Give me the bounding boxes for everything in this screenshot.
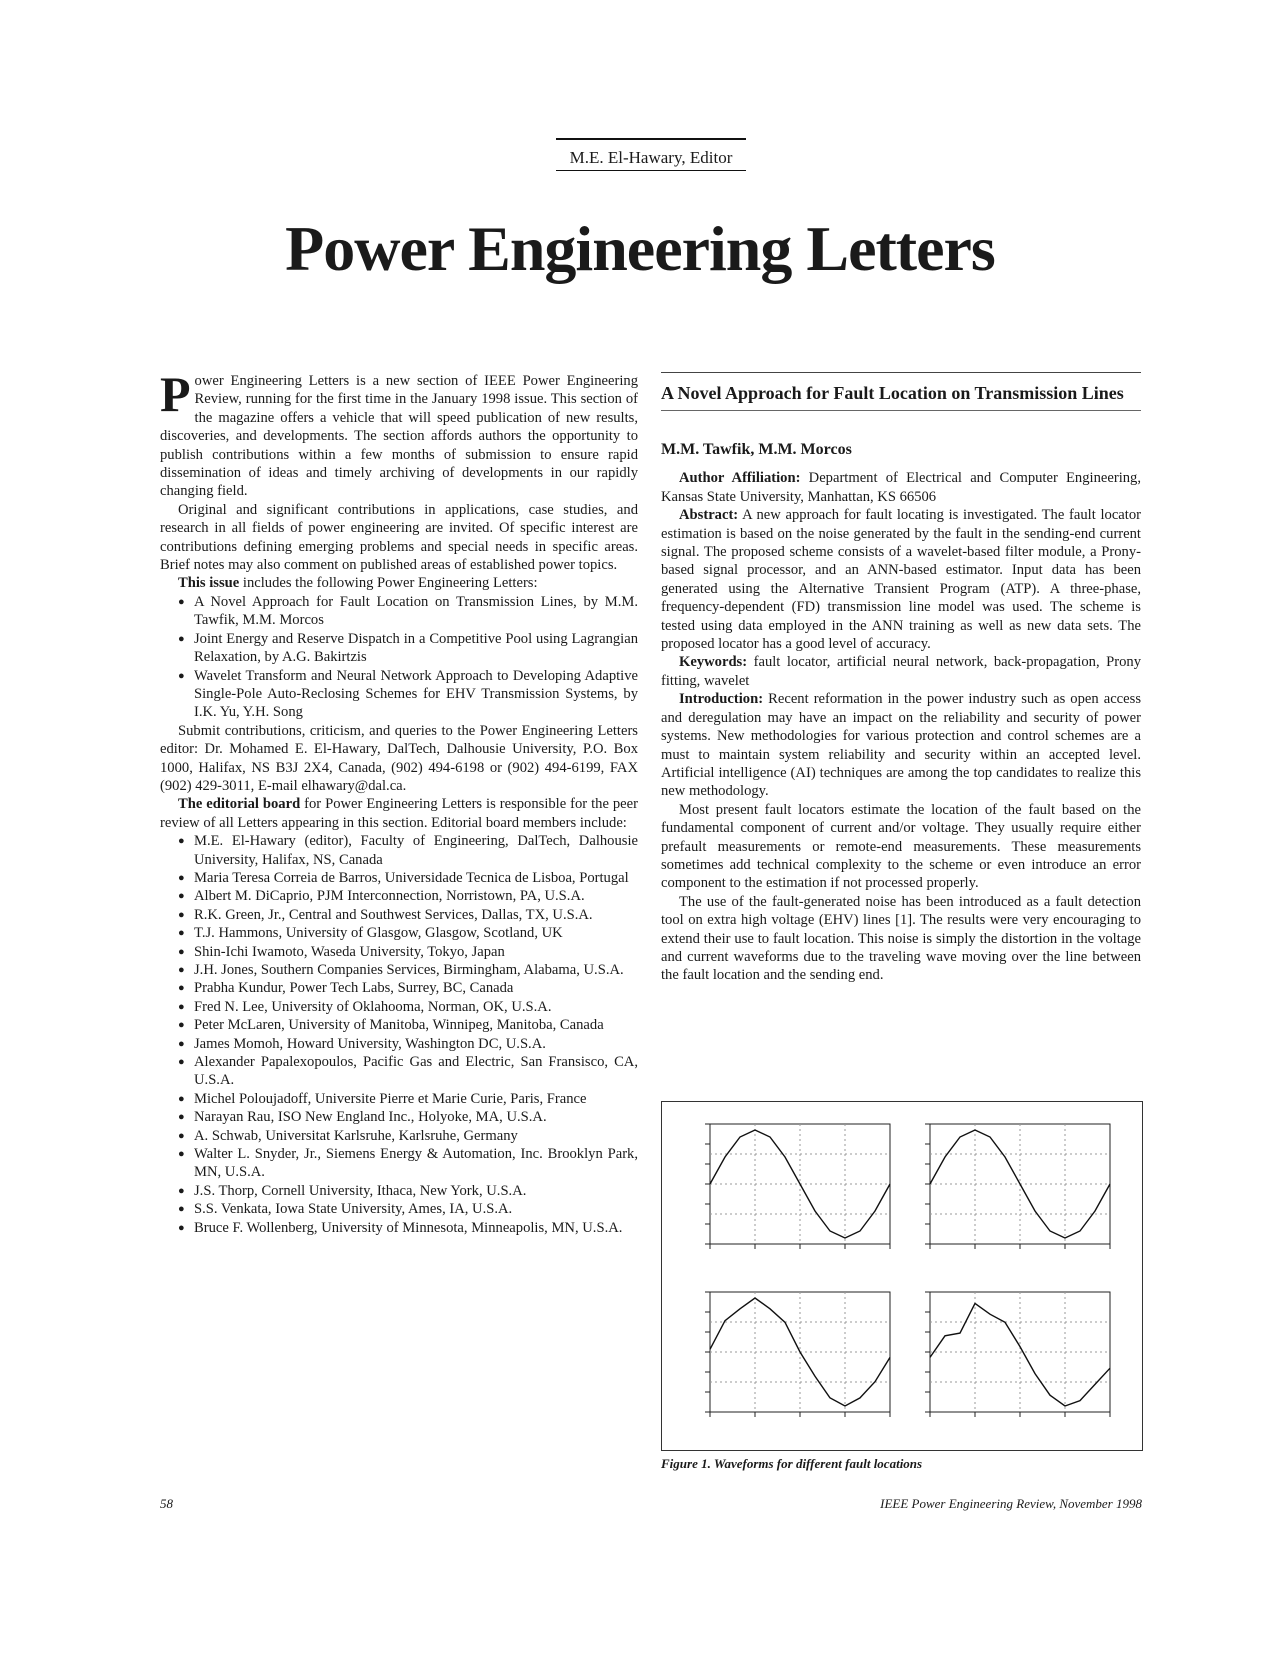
abstract-paragraph: Abstract: A new approach for fault locating is investigated. The fault locator estimation is based on the noise generated by the fault in the sending-end current signal. The proposed scheme consists of a wavelet-based filter module, a Prony-based signal processor, and an ANN-based estimator. Input data has been generated using the Alternative Transient Program (ATP). A three-phase, frequency-dependent (FD) transmission line model was used. The scheme is tested using data employed in the ANN training as well as new data sets. The proposed locator has a good level of accuracy.: [661, 507, 1141, 653]
figure-frame: [661, 1101, 1143, 1451]
introduction-paragraph: Introduction: Recent reformation in the power industry such as open access and deregulation may have an impact on the reliability and security of power systems. New methodologies for various protection and control schemes are a must to maintain system reliability and security within an accepted level. Artificial intelligence (AI) techniques are among the top candidates to realize this new methodology.: [661, 691, 1141, 800]
list-item: ● Shin-Ichi Iwamoto, Waseda University, Tokyo, Japan: [178, 943, 638, 961]
figure-caption: Figure 1. Waveforms for different fault locations: [661, 1456, 923, 1471]
list-item: ● A Novel Approach for Fault Location on Transmission Lines, by M.M. Tawfik, M.M. Morcos: [178, 593, 638, 630]
article-bottom-rule: [661, 410, 1141, 411]
waveform-panel-4: [925, 1292, 1110, 1417]
list-item: ● R.K. Green, Jr., Central and Southwest Services, Dallas, TX, U.S.A.: [178, 906, 638, 924]
list-item: ● Fred N. Lee, University of Oklahooma, Norman, OK, U.S.A.: [178, 998, 638, 1016]
list-item: ● T.J. Hammons, University of Glasgow, Glasgow, Scotland, UK: [178, 924, 638, 942]
waveform-panel-2: [925, 1124, 1110, 1249]
invitation-paragraph: Original and significant contributions in applications, case studies, and research in all fields of power engineering are invited. Of specific interest are contributions defining emerging problems and special needs in specific areas. Brief notes may also comment on published areas of established power topics.: [160, 501, 638, 574]
waveform-panel-1: [705, 1124, 890, 1249]
list-item: ● M.E. El-Hawary (editor), Faculty of Engineering, DalTech, Dalhousie University, Halifax, NS, Canada: [178, 832, 638, 869]
right-column: [661, 372, 1141, 985]
list-item: ● Narayan Rau, ISO New England Inc., Holyoke, MA, U.S.A.: [178, 1108, 638, 1126]
board-list: [178, 832, 638, 1237]
waveform-figure: [662, 1102, 1142, 1450]
editor-underline: [556, 170, 746, 171]
article-authors: M.M. Tawfik, M.M. Morcos: [661, 441, 852, 458]
list-item: ● Wavelet Transform and Neural Network Approach to Developing Adaptive Single-Pole Auto-Reclosing Schemes for EHV Transmission Systems, by I.K. Yu, Y.H. Song: [178, 667, 638, 722]
list-item: ● Maria Teresa Correia de Barros, Universidade Tecnica de Lisboa, Portugal: [178, 869, 638, 887]
article-top-rule: [661, 372, 1141, 373]
waveform-panel-3: [705, 1292, 890, 1417]
page-number: 58: [160, 1496, 173, 1511]
article-title: A Novel Approach for Fault Location on Transmission Lines: [661, 383, 1124, 403]
board-paragraph: The editorial board for Power Engineering Letters is responsible for the peer review of all Letters appearing in this section. Editorial board members include:: [160, 796, 638, 831]
list-item: ● James Momoh, Howard University, Washington DC, U.S.A.: [178, 1035, 638, 1053]
issue-paragraph: This issue includes the following Power Engineering Letters:: [178, 575, 538, 592]
list-item: ● Alexander Papalexopoulos, Pacific Gas and Electric, San Fransisco, CA, U.S.A.: [178, 1053, 638, 1090]
section-title: Power Engineering Letters: [285, 213, 995, 284]
list-item: ● Walter L. Snyder, Jr., Siemens Energy & Automation, Inc. Brooklyn Park, MN, U.S.A.: [178, 1145, 638, 1182]
list-item: ● J.S. Thorp, Cornell University, Ithaca, New York, U.S.A.: [178, 1182, 638, 1200]
left-column: [160, 366, 638, 1237]
list-item: ● Bruce F. Wollenberg, University of Minnesota, Minneapolis, MN, U.S.A.: [178, 1219, 638, 1237]
list-item: ● Michel Poloujadoff, Universite Pierre et Marie Curie, Paris, France: [178, 1090, 638, 1108]
list-item: ● Joint Energy and Reserve Dispatch in a Competitive Pool using Lagrangian Relaxation, by A.G. Bakirtzis: [178, 630, 638, 667]
submission-paragraph: Submit contributions, criticism, and queries to the Power Engineering Letters editor: Dr. Mohamed E. El-Hawary, DalTech, Dalhousie University, P.O. Box 1000, Halifax, NS B3J 2X4, Canada, (902) 494-6198 or (902) 494-6199, FAX (902) 429-3011, E-mail elhawary@dal.ca.: [160, 722, 638, 794]
affiliation-paragraph: Author Affiliation: Department of Electrical and Computer Engineering, Kansas State University, Manhattan, KS 66506: [661, 470, 1141, 505]
drop-cap: P: [160, 366, 191, 422]
editor-credit: M.E. El-Hawary, Editor: [569, 148, 733, 167]
list-item: ● A. Schwab, Universitat Karlsruhe, Karlsruhe, Germany: [178, 1127, 638, 1145]
issue-list: [178, 593, 638, 722]
list-item: ● Prabha Kundur, Power Tech Labs, Surrey, BC, Canada: [178, 979, 638, 997]
journal-footer: IEEE Power Engineering Review, November 1998: [880, 1496, 1142, 1511]
list-item: ● Albert M. DiCaprio, PJM Interconnection, Norristown, PA, U.S.A.: [178, 887, 638, 905]
noise-paragraph: The use of the fault-generated noise has been introduced as a fault detection tool on extra high voltage (EHV) lines [1]. The results were very encouraging to extend their use to fault location. This noise is simply the distortion in the voltage and current waveforms due to the traveling wave moving over the line between the fault location and the sending end.: [661, 893, 1141, 984]
list-item: ● S.S. Venkata, Iowa State University, Ames, IA, U.S.A.: [178, 1200, 638, 1218]
fault-locator-paragraph: Most present fault locators estimate the location of the fault based on the fundamental component of current and/or voltage. They usually require either prefault measurements or remote-end measurements. These measurements sometimes add technical complexity to the scheme or even introduce an error component to the estimation if not processed properly.: [661, 801, 1141, 892]
editor-top-rule: [556, 138, 746, 140]
intro-paragraph: Power Engineering Letters is a new section of IEEE Power Engineering Review, running for the first time in the January 1998 issue. This section of the magazine offers a vehicle that will speed publication of new results, discoveries, and developments. The section affords authors the opportunity to publish contributions within a few months of submission to ensure rapid dissemination of ideas and timely archiving of developments in our rapidly changing field.: [160, 366, 638, 500]
keywords-paragraph: Keywords: fault locator, artificial neural network, back-propagation, Prony fitting, wavelet: [661, 654, 1141, 689]
list-item: ● J.H. Jones, Southern Companies Services, Birmingham, Alabama, U.S.A.: [178, 961, 638, 979]
list-item: ● Peter McLaren, University of Manitoba, Winnipeg, Manitoba, Canada: [178, 1016, 638, 1034]
